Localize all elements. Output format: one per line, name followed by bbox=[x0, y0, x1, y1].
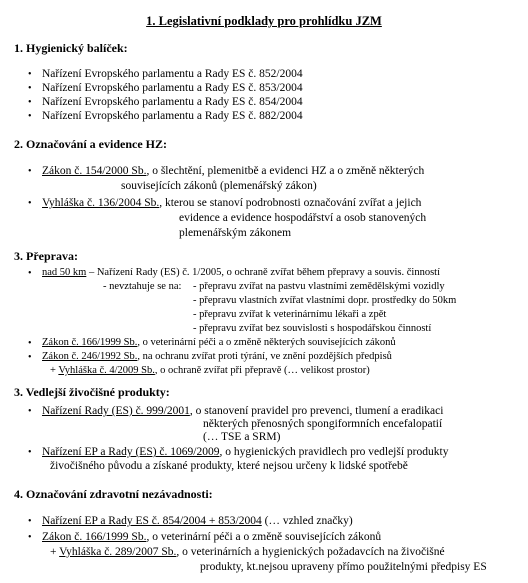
list-item: Nařízení Evropského parlamentu a Rady ES č. 882/2004 bbox=[42, 110, 303, 122]
list-item: Nařízení EP a Rady (ES) č. 1069/2009, o hygienických pravidlech pro vedlejší produkty bbox=[42, 446, 449, 458]
law-link[interactable]: Nařízení EP a Rady (ES) č. 1069/2009 bbox=[42, 446, 220, 458]
bullet-icon: • bbox=[28, 69, 32, 80]
list-item-continuation: evidence a evidence hospodářství a osob stanovených bbox=[179, 212, 427, 224]
bullet-icon: • bbox=[28, 338, 32, 349]
list-item: Nařízení Rady (ES) č. 999/2001, o stanovení pravidel pro prevenci, tlumení a eradikaci bbox=[42, 405, 444, 417]
page-title: 1. Legislativní podklady pro prohlídku JZM bbox=[146, 14, 382, 28]
note-item: - přepravu zvířat na pastvu vlastními zemědělskými vozidly bbox=[193, 281, 445, 292]
bullet-icon: • bbox=[28, 352, 32, 363]
section-heading-hygiene: 1. Hygienický balíček: bbox=[14, 41, 128, 55]
note-item: - přepravu vlastních zvířat vlastními dopr. prostředky do 50km bbox=[193, 295, 457, 306]
law-link[interactable]: Zákon č. 246/1992 Sb. bbox=[42, 351, 138, 362]
list-item: Zákon č. 166/1999 Sb., o veterinární péči a o změně některých souvisejících zákonů bbox=[42, 337, 396, 348]
list-item-continuation: živočišného původu a získané produkty, které nejsou určeny k lidské spotřebě bbox=[50, 460, 408, 472]
list-item-continuation: plemenářským zákonem bbox=[179, 227, 292, 239]
note-item: - přepravu zvířat k veterinárnímu lékaři a zpět bbox=[193, 309, 387, 320]
section-heading-byproducts: 3. Vedlejší živočišné produkty: bbox=[14, 385, 170, 399]
law-link[interactable]: Zákon č. 154/2000 Sb. bbox=[42, 165, 147, 177]
section-heading-health-marking: 4. Označování zdravotní nezávadnosti: bbox=[14, 487, 213, 501]
list-item-continuation: (… TSE a SRM) bbox=[203, 431, 281, 443]
bullet-icon: • bbox=[28, 447, 32, 458]
list-item-continuation: + Vyhláška č. 289/2007 Sb., o veterinárních a hygienických požadavcích na živočišné bbox=[50, 546, 445, 558]
law-link[interactable]: Nařízení Rady (ES) č. 999/2001 bbox=[42, 405, 190, 417]
list-item: Nařízení Evropského parlamentu a Rady ES č. 853/2004 bbox=[42, 82, 303, 94]
note-label: - nevztahuje se na: bbox=[103, 281, 182, 292]
list-item-continuation: produkty, kt.nejsou upraveny přímo použitelnými předpisy ES bbox=[200, 561, 487, 573]
bullet-icon: • bbox=[28, 198, 32, 209]
list-item: Zákon č. 246/1992 Sb., na ochranu zvířat proti týrání, ve znění pozdějších předpisů bbox=[42, 351, 392, 362]
bullet-icon: • bbox=[28, 97, 32, 108]
list-item: nad 50 km – Nařízení Rady (ES) č. 1/2005, o ochraně zvířat během přepravy a souvis. činností bbox=[42, 267, 441, 278]
bullet-icon: • bbox=[28, 268, 32, 279]
bullet-icon: • bbox=[28, 532, 32, 543]
bullet-icon: • bbox=[28, 111, 32, 122]
law-link[interactable]: Vyhláška č. 289/2007 Sb. bbox=[59, 546, 177, 558]
list-item-continuation: souvisejících zákonů (plemenářský zákon) bbox=[121, 180, 317, 192]
list-item: Zákon č. 154/2000 Sb., o šlechtění, plemenitbě a evidenci HZ a o změně některých bbox=[42, 165, 425, 177]
law-link[interactable]: Nařízení EP a Rady ES č. 854/2004 + 853/2004 bbox=[42, 515, 262, 527]
list-item-continuation: + Vyhláška č. 4/2009 Sb., o ochraně zvířat při přepravě (… velikost prostor) bbox=[50, 365, 370, 376]
law-link[interactable]: nad 50 km bbox=[42, 267, 87, 278]
list-item: Nařízení EP a Rady ES č. 854/2004 + 853/2004 (… vzhled značky) bbox=[42, 515, 353, 527]
list-item: Vyhláška č. 136/2004 Sb., kterou se stanoví podrobnosti označování zvířat a jejich bbox=[42, 197, 422, 209]
section-heading-identification: 2. Označování a evidence HZ: bbox=[14, 137, 167, 151]
list-item-continuation: některých přenosných spongiformních encefalopatií bbox=[203, 418, 443, 430]
bullet-icon: • bbox=[28, 83, 32, 94]
bullet-icon: • bbox=[28, 516, 32, 527]
law-link[interactable]: Zákon č. 166/1999 Sb. bbox=[42, 531, 147, 543]
note-item: - přepravu zvířat bez souvislosti s hospodářskou činností bbox=[193, 323, 432, 334]
list-item: Zákon č. 166/1999 Sb., o veterinární péči a o změně souvisejících zákonů bbox=[42, 531, 382, 543]
bullet-icon: • bbox=[28, 166, 32, 177]
bullet-icon: • bbox=[28, 406, 32, 417]
list-item: Nařízení Evropského parlamentu a Rady ES č. 854/2004 bbox=[42, 96, 303, 108]
law-link[interactable]: Zákon č. 166/1999 Sb. bbox=[42, 337, 138, 348]
section-heading-transport: 3. Přeprava: bbox=[14, 249, 78, 263]
law-link[interactable]: Vyhláška č. 136/2004 Sb. bbox=[42, 197, 160, 209]
list-item: Nařízení Evropského parlamentu a Rady ES č. 852/2004 bbox=[42, 68, 303, 80]
law-link[interactable]: Vyhláška č. 4/2009 Sb. bbox=[58, 365, 155, 376]
